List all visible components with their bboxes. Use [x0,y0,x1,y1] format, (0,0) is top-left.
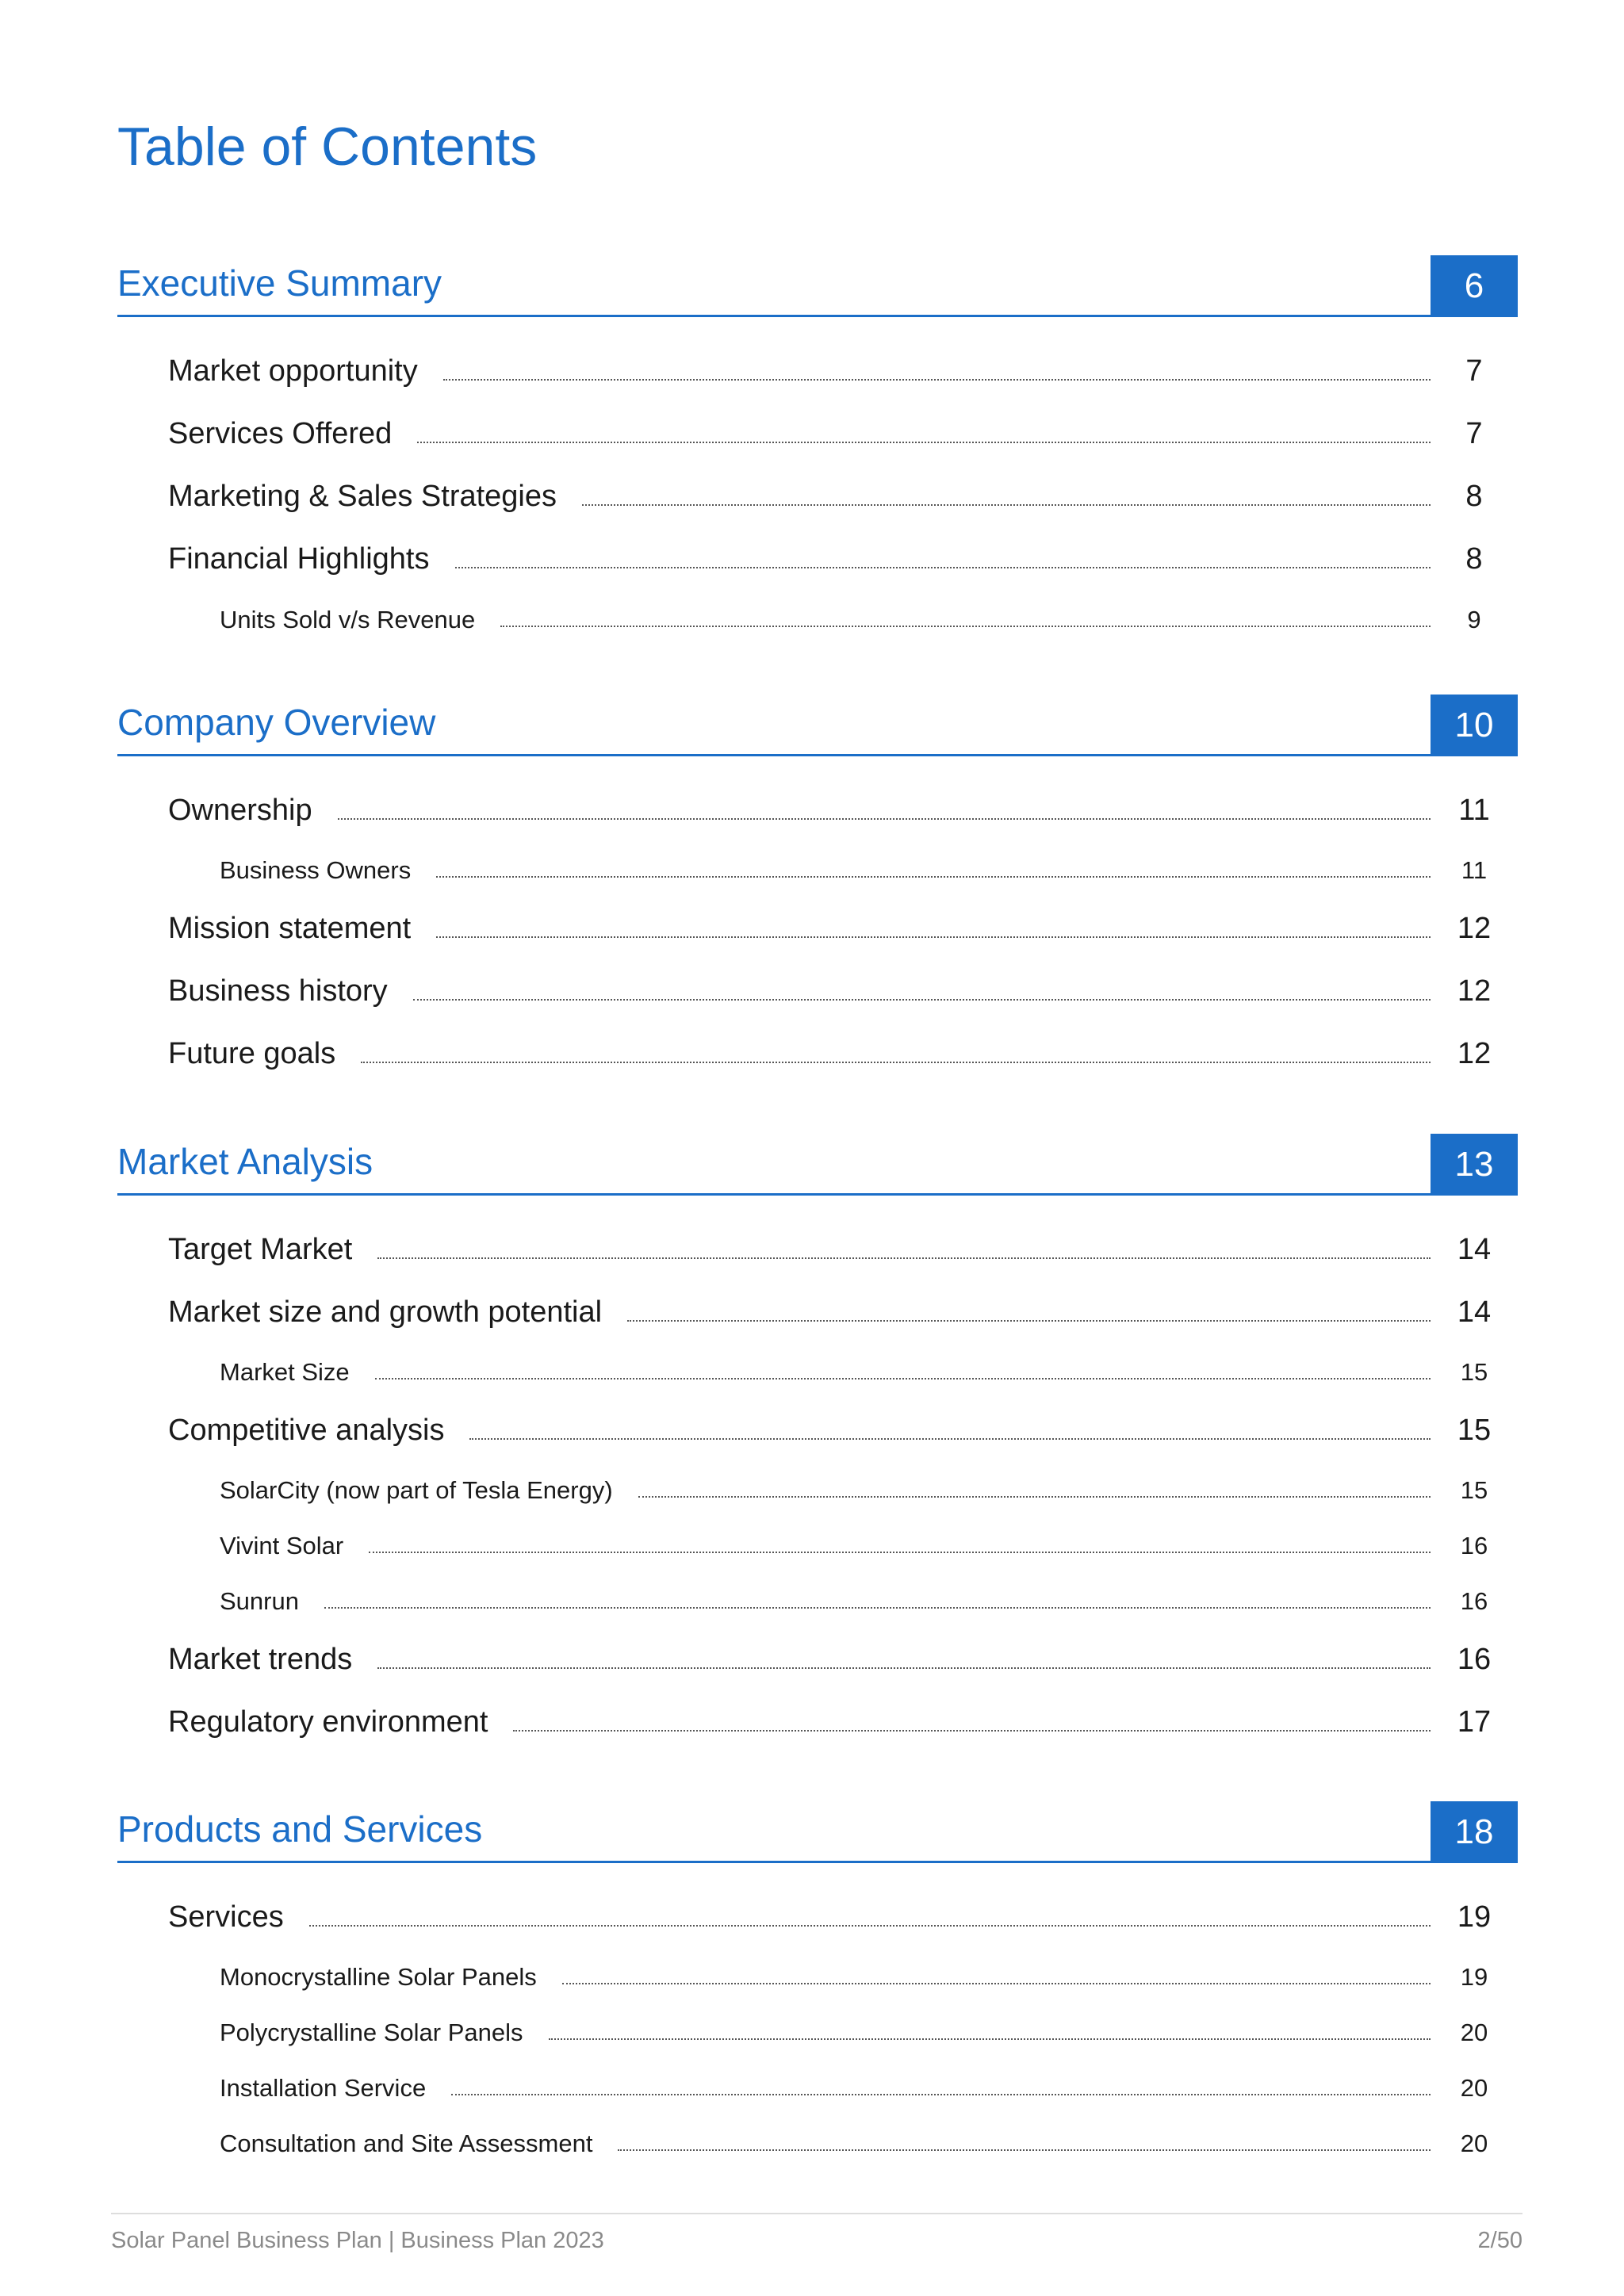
entry-label: Services [168,1900,284,1934]
entry-page-number: 15 [1460,1475,1488,1504]
dot-leader [562,1983,1431,1984]
entry-page-number: 19 [1460,1962,1488,1991]
entry-page-number: 15 [1457,1414,1492,1448]
toc-entry[interactable] [0,346,1624,390]
toc-entry[interactable] [0,1287,1624,1331]
entry-label: Mission statement [168,912,412,946]
footer-page-indicator: 2/50 [1477,2228,1522,2253]
dot-leader [375,1378,1431,1380]
section-divider [117,1861,1518,1863]
section-page-number: 6 [1431,255,1518,317]
entry-page-number: 11 [1458,794,1490,828]
toc-entry[interactable] [0,903,1624,947]
toc-subentry[interactable] [0,1957,1624,1992]
dot-leader [324,1607,1431,1609]
dot-leader [451,2094,1431,2095]
toc-entry[interactable] [0,534,1624,578]
entry-label: Financial Highlights [168,542,430,576]
entry-label: Vivint Solar [220,1531,344,1559]
entry-page-number: 20 [1460,2073,1488,2102]
dot-leader [361,1062,1431,1063]
section-title[interactable]: Executive Summary [117,262,442,304]
entry-page-number: 9 [1467,605,1481,633]
entry-label: Market opportunity [168,354,418,388]
dot-leader [513,1730,1431,1732]
dot-leader [377,1257,1431,1259]
entry-page-number: 17 [1457,1705,1492,1739]
toc-subentry[interactable] [0,1581,1624,1616]
entry-page-number: 12 [1457,912,1492,946]
dot-leader [618,2149,1431,2151]
entry-page-number: 11 [1461,855,1488,884]
entry-label: Business Owners [220,855,412,884]
dot-leader [638,1496,1431,1498]
entry-label: Future goals [168,1037,336,1071]
dot-leader [469,1438,1431,1440]
dot-leader [436,936,1431,938]
toc-entry[interactable] [0,1697,1624,1741]
toc-section-executive-summary[interactable] [0,255,1624,319]
dot-leader [338,818,1431,820]
section-page-number: 10 [1431,695,1518,756]
entry-label: Units Sold v/s Revenue [220,605,476,633]
toc-section-products-and-services[interactable] [0,1801,1624,1865]
toc-subentry[interactable] [0,1470,1624,1505]
entry-page-number: 12 [1457,1037,1492,1071]
toc-section-market-analysis[interactable] [0,1134,1624,1197]
entry-label: SolarCity (now part of Tesla Energy) [220,1475,613,1504]
dot-leader [417,442,1431,443]
dot-leader [627,1320,1431,1322]
entry-page-number: 14 [1457,1295,1492,1330]
section-divider [117,315,1518,317]
entry-page-number: 7 [1465,354,1483,388]
entry-label: Target Market [168,1233,353,1267]
entry-page-number: 16 [1457,1643,1492,1677]
entry-page-number: 7 [1465,417,1483,451]
entry-page-number: 15 [1460,1357,1488,1386]
entry-label: Business history [168,974,388,1008]
toc-subentry[interactable] [0,1352,1624,1387]
dot-leader [582,504,1431,506]
entry-label: Competitive analysis [168,1414,445,1448]
toc-entry[interactable] [0,1405,1624,1449]
toc-entry[interactable] [0,966,1624,1010]
entry-label: Installation Service [220,2073,427,2102]
entry-label: Polycrystalline Solar Panels [220,2018,523,2046]
dot-leader [436,876,1431,878]
toc-entry[interactable] [0,1634,1624,1678]
toc-entry[interactable] [0,408,1624,453]
section-divider [117,1193,1518,1196]
dot-leader [500,626,1431,627]
entry-page-number: 16 [1460,1531,1488,1559]
dot-leader [455,567,1431,568]
toc-subentry[interactable] [0,850,1624,885]
entry-page-number: 12 [1457,974,1492,1008]
entry-page-number: 16 [1460,1586,1488,1615]
toc-subentry[interactable] [0,2068,1624,2103]
toc-section-company-overview[interactable] [0,695,1624,758]
section-divider [117,754,1518,756]
section-title[interactable]: Market Analysis [117,1141,373,1182]
toc-subentry[interactable] [0,2123,1624,2158]
toc-entry[interactable] [0,1224,1624,1269]
section-title[interactable]: Company Overview [117,702,436,743]
entry-label: Sunrun [220,1586,299,1615]
dot-leader [369,1552,1431,1553]
entry-page-number: 8 [1465,542,1483,576]
dot-leader [309,1925,1431,1927]
entry-label: Market trends [168,1643,353,1677]
dot-leader [413,999,1431,1001]
toc-subentry[interactable] [0,1525,1624,1560]
entry-page-number: 8 [1465,480,1483,514]
toc-entry[interactable] [0,1028,1624,1073]
footer-divider [111,2213,1522,2214]
section-title[interactable]: Products and Services [117,1808,483,1850]
entry-page-number: 14 [1457,1233,1492,1267]
entry-label: Services Offered [168,417,393,451]
entry-label: Market Size [220,1357,350,1386]
entry-page-number: 19 [1457,1900,1492,1934]
section-page-number: 18 [1431,1801,1518,1863]
entry-label: Market size and growth potential [168,1295,603,1330]
entry-label: Consultation and Site Assessment [220,2129,593,2157]
dot-leader [443,379,1431,381]
toc-entry[interactable] [0,1892,1624,1936]
entry-label: Marketing & Sales Strategies [168,480,557,514]
entry-page-number: 20 [1460,2129,1488,2157]
toc-entry[interactable] [0,471,1624,515]
toc-entry[interactable] [0,785,1624,829]
footer-document-title: Solar Panel Business Plan | Business Plan 2023 [111,2228,604,2253]
toc-subentry[interactable] [0,2012,1624,2047]
dot-leader [549,2038,1431,2040]
entry-label: Regulatory environment [168,1705,488,1739]
entry-page-number: 20 [1460,2018,1488,2046]
section-page-number: 13 [1431,1134,1518,1196]
dot-leader [377,1667,1431,1669]
entry-label: Monocrystalline Solar Panels [220,1962,537,1991]
entry-label: Ownership [168,794,312,828]
toc-subentry[interactable] [0,599,1624,634]
page-title: Table of Contents [117,117,538,177]
